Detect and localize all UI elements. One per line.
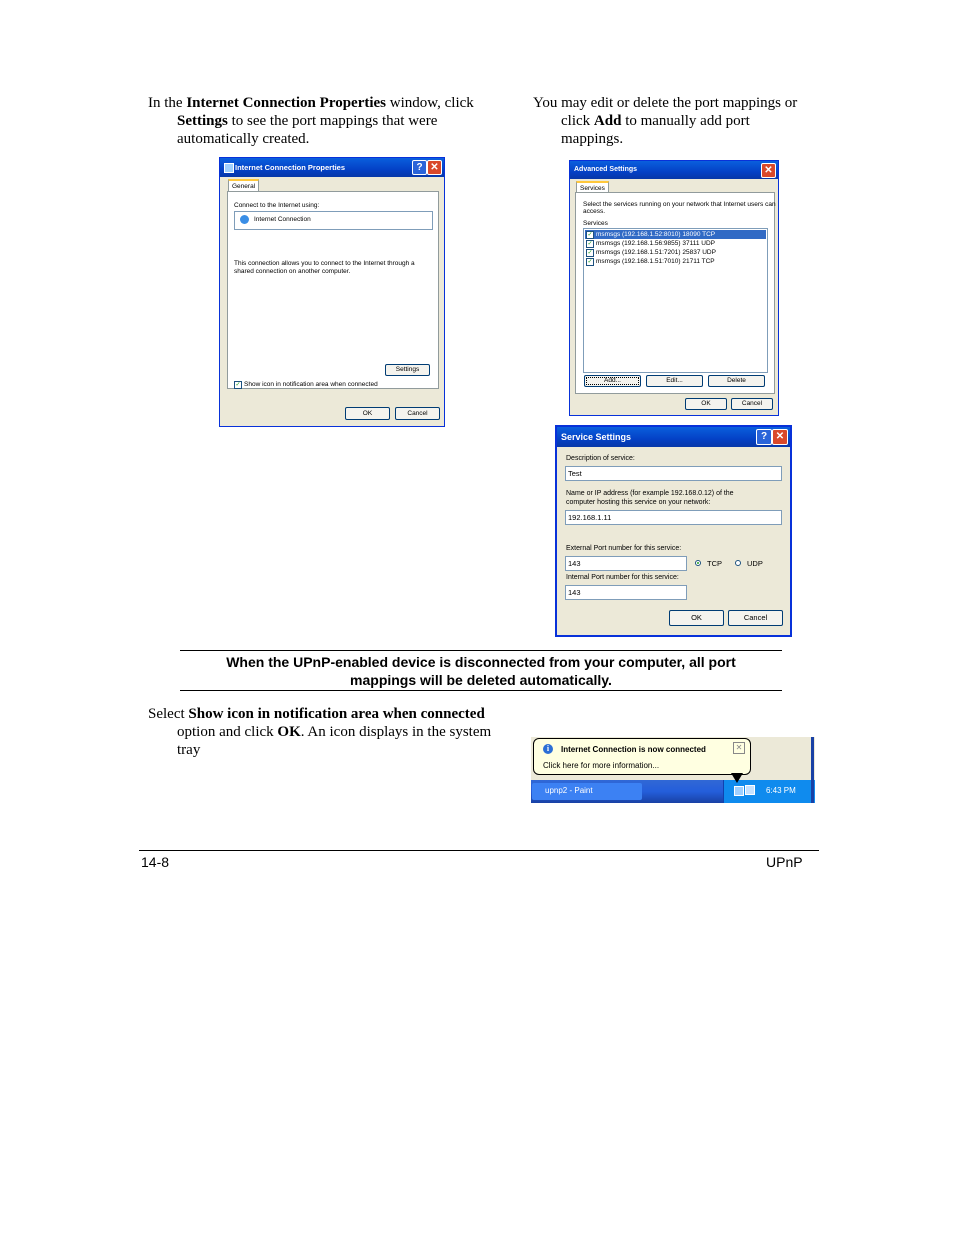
balloon-tip[interactable] [533, 738, 751, 775]
taskbar-button-paint[interactable]: upnp2 - Paint [532, 783, 642, 800]
icp-help-button[interactable]: ? [412, 160, 427, 175]
icp-titlebar [220, 158, 444, 177]
icp-tab-general[interactable]: General [228, 179, 259, 192]
service-checkbox[interactable]: ✓ [587, 241, 593, 247]
adv-close-button[interactable]: ✕ [761, 163, 776, 178]
step1-bold-settings: Settings [177, 113, 228, 129]
svc-titlebar [557, 427, 790, 447]
note-line2: mappings will be deleted automatically. [350, 672, 612, 688]
tray-clock: 6:43 PM [766, 786, 796, 795]
balloon-title: Internet Connection is now connected [561, 745, 706, 754]
balloon-text: Click here for more information... [543, 761, 660, 770]
service-row[interactable]: ✓ msmsgs (192.168.1.52:8010) 18090 TCP [585, 230, 766, 239]
svc-tcp-label: TCP [707, 559, 722, 568]
adv-services-list [583, 228, 768, 373]
svc-ext-label: External Port number for this service: [566, 545, 682, 552]
adv-instr-line2: access. [583, 208, 606, 215]
step3-bold-ok: OK [277, 724, 301, 740]
svc-host-label-line2: computer hosting this service on your network: [566, 499, 711, 506]
footer-rule [139, 850, 819, 851]
service-row[interactable]: ✓ msmsgs (192.168.1.51:7010) 21711 TCP [587, 258, 715, 265]
network-connected-icon[interactable] [734, 786, 744, 796]
icp-show-icon-checkbox[interactable]: ✓ [235, 382, 241, 388]
icp-settings-button[interactable]: Settings [385, 364, 430, 376]
icp-desc-line2: shared connection on another computer. [234, 268, 351, 275]
svc-int-label: Internal Port number for this service: [566, 574, 679, 581]
adv-add-button[interactable]: Add... [584, 375, 641, 387]
service-checkbox[interactable]: ✓ [587, 250, 593, 256]
info-icon: i [543, 744, 553, 754]
icp-connect-label: Connect to the Internet using: [234, 202, 320, 209]
service-checkbox[interactable]: ✓ [587, 232, 593, 238]
balloon-close-icon[interactable]: ✕ [733, 742, 745, 754]
tray-screenshot [531, 737, 815, 803]
adv-edit-button[interactable]: Edit... [646, 375, 703, 387]
balloon-tail [731, 773, 743, 783]
service-row[interactable]: ✓ msmsgs (192.168.1.51:7201) 25837 UDP [587, 249, 716, 256]
svc-udp-radio[interactable] [735, 560, 741, 566]
notification-area [723, 780, 815, 803]
svc-window [555, 425, 792, 637]
network-icon [224, 163, 234, 173]
svc-ok-button[interactable]: OK [669, 610, 724, 626]
step3-bold-option: Show icon in notification area when connected [188, 706, 485, 722]
adv-ok-button[interactable]: OK [685, 398, 727, 410]
svc-ext-input[interactable]: 143 [565, 556, 687, 571]
icp-panel [227, 191, 439, 389]
svc-help-button[interactable]: ? [756, 429, 772, 445]
footer-section: UPnP [766, 854, 803, 870]
note-bottom-rule [180, 690, 782, 691]
icp-close-button[interactable]: ✕ [427, 160, 442, 175]
svc-host-input[interactable]: 192.168.1.11 [565, 510, 782, 525]
icp-connection-name: Internet Connection [254, 216, 311, 223]
svc-desc-label: Description of service: [566, 455, 635, 462]
svc-desc-input[interactable]: Test [565, 466, 782, 481]
note-top-rule [180, 650, 782, 651]
step1-paragraph: In the Internet Connection Properties window, click Settings to see the port mappings that were automatically created. [148, 95, 474, 147]
service-row[interactable]: ✓ msmsgs (192.168.1.56:9855) 37111 UDP [587, 240, 715, 247]
service-checkbox[interactable]: ✓ [587, 259, 593, 265]
icp-connection-box [234, 211, 433, 230]
step3-paragraph: Select Show icon in notification area when connected option and click OK. An icon displays in the system tray [148, 706, 492, 758]
tray-right-edge [811, 737, 814, 803]
svc-int-input[interactable]: 143 [565, 585, 687, 600]
step1-bold-window: Internet Connection Properties [186, 95, 387, 111]
adv-window [569, 160, 779, 416]
svc-cancel-button[interactable]: Cancel [728, 610, 783, 626]
icp-ok-button[interactable]: OK [345, 407, 390, 420]
svc-close-button[interactable]: ✕ [772, 429, 788, 445]
note-line1: When the UPnP-enabled device is disconnected from your computer, all port [226, 654, 736, 670]
icp-title: Internet Connection Properties [235, 163, 346, 172]
globe-icon [240, 215, 249, 224]
taskbar [531, 780, 815, 803]
svc-tcp-radio[interactable] [695, 560, 701, 566]
svc-title: Service Settings [561, 432, 632, 442]
icp-desc-line1: This connection allows you to connect to the Internet through a [234, 260, 415, 267]
icp-cancel-button[interactable]: Cancel [395, 407, 440, 420]
adv-titlebar [570, 161, 778, 179]
adv-tab-services[interactable]: Services [576, 181, 609, 194]
icp-window [219, 157, 445, 427]
step2-bold-add: Add [593, 113, 622, 129]
adv-services-label: Services [583, 220, 608, 227]
adv-instr-line1: Select the services running on your network that Internet users can [583, 201, 776, 208]
adv-cancel-button[interactable]: Cancel [731, 398, 773, 410]
adv-title: Advanced Settings [574, 166, 638, 173]
icp-show-icon-label: Show icon in notification area when connected [244, 381, 378, 388]
svc-host-label-line1: Name or IP address (for example 192.168.0.12) of the [566, 490, 734, 497]
network-status-icon[interactable] [745, 785, 755, 795]
adv-delete-button[interactable]: Delete [708, 375, 765, 387]
step2-paragraph: You may edit or delete the port mappings or click Add to manually add port mappings. [533, 95, 798, 147]
note-text [180, 653, 782, 689]
footer-page-number: 14-8 [141, 854, 170, 870]
adv-panel [575, 192, 775, 394]
svc-udp-label: UDP [747, 559, 763, 568]
